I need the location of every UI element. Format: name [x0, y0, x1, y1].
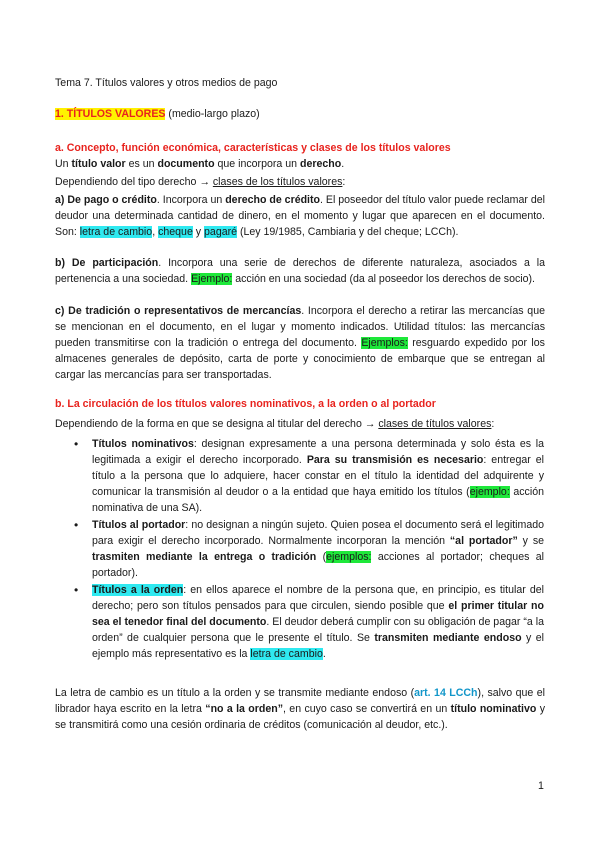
section-1-heading [55, 106, 545, 122]
tradicion-paragraph: c) De tradición o representativos de mercancías. Incorpora el derecho a retirar las mercancías que se mencionan en el documento, en el lugar y momento indicados. Utilidad títulos: las mercancías pueden transmitirse con la tradición o entrega del documento. Ejemplos: resguardo expedido por los almacenes generales de depósito, carta de porte y conocimiento de embarque que se entregan al cargar las mercancías para ser transportadas. [55, 305, 545, 381]
article-link[interactable]: art. 14 LCCh [414, 687, 478, 699]
classes-intro: Dependiendo del tipo derecho → clases de los títulos valores: [55, 176, 346, 188]
pago-paragraph: a) De pago o crédito. Incorpora un derecho de crédito. El poseedor del título valor puede reclamar del deudor una determinada cantidad de dinero, en el momento y lugar que aparecen en el documento. Son: letra de cambio, cheque y pagaré (Ley 19/1985, Cambiaria y del cheque; LCCh). [55, 194, 546, 238]
arrow-right-icon: → [364, 418, 376, 430]
section-1-subtitle: (medio-largo plazo) [165, 108, 260, 120]
bullet-icon: • [74, 437, 79, 451]
definition-paragraph: Un título valor es un documento que incorpora un derecho. [55, 158, 345, 170]
participacion-paragraph: b) De participación. Incorpora una serie de derechos de diferente naturaleza, asociados a la pertenencia a una sociedad. Ejemplo: acción en una sociedad (da al poseedor los derechos de socio). [55, 257, 546, 285]
document-title: Tema 7. Títulos valores y otros medios de pago [55, 77, 278, 89]
nominativos-item: Títulos nominativos: designan expresamente a una persona determinada y solo ésta es la legitimada a exigir el derecho incorporado. Para su transmisión es necesario: entregar el título a la persona que lo adquiere, hacer constar en el título la identidad del adquirente y comunicar la transmisión al deudor o a la entidad que haya emitido los títulos (ejemplo: acción nominativa de una SA). [92, 438, 544, 514]
section-1-label: 1. TÍTULOS VALORES [55, 108, 166, 120]
closing-paragraph: La letra de cambio es un título a la orden y se transmite mediante endoso (art. 14 LCCh), salvo que el librador haya escrito en la letra “no a la orden”, en cuyo caso se convertirá en un título nominativo y se transmitirá como una cesión ordinaria de créditos (comunicación al deudor, etc.). [55, 687, 546, 731]
bullet-icon: • [74, 583, 79, 597]
section-b-heading: b. La circulación de los títulos valores nominativos, a la orden o al portador [55, 398, 436, 410]
arrow-right-icon: → [199, 176, 210, 188]
circulation-intro: Dependiendo de la forma en que se designa al titular del derecho → clases de títulos valores: [55, 418, 495, 430]
orden-item: Títulos a la orden: en ellos aparece el nombre de la persona que, en principio, es titular del derecho; pero son títulos pensados para que circulen, siendo posible que el primer titular no sea el tenedor final del documento. El deudor deberá cumplir con su obligación de pagar “a la orden” de cualquier persona que le presente el título. Se transmiten mediante endoso y el ejemplo más representativo es la letra de cambio. [92, 584, 545, 660]
page-number: 1 [538, 780, 544, 792]
bullet-icon: • [74, 518, 79, 532]
section-a-heading: a. Concepto, función económica, características y clases de los títulos valores [55, 142, 451, 154]
portador-item: Títulos al portador: no designan a ningún sujeto. Quien posea el documento será el legitimado para exigir el derecho incorporado. Normalmente incorporan la mención “al portador” y se trasmiten mediante la entrega o tradición (ejemplos: acciones al portador; cheques al portador). [92, 519, 545, 579]
